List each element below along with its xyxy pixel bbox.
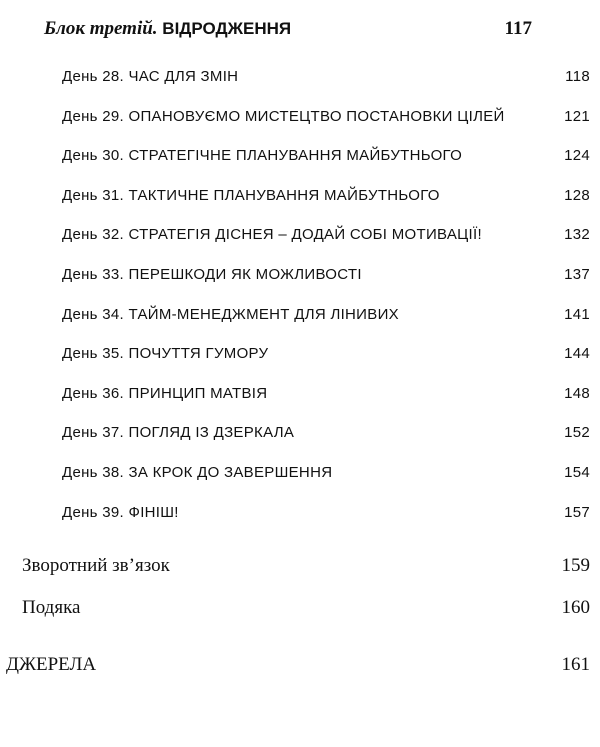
section-feedback (22, 555, 590, 577)
toc-entry (62, 504, 590, 544)
toc-entry-page: 157 (564, 503, 590, 521)
block-title: ВІДРОДЖЕННЯ (162, 19, 292, 38)
section-thanks (22, 597, 590, 619)
toc-entry-page: 141 (564, 305, 590, 323)
toc-entry (62, 187, 590, 227)
section-sources-title: ДЖЕРЕЛА (6, 654, 97, 675)
section-feedback-page: 159 (561, 555, 590, 576)
toc-entry-title: День 39. ФІНІШ! (62, 503, 179, 521)
toc-entry-title: День 29. ОПАНОВУЄМО МИСТЕЦТВО ПОСТАНОВКИ ЦІЛЕЙ (62, 107, 505, 125)
section-thanks-page: 160 (561, 597, 590, 618)
toc-entry-title: День 35. ПОЧУТТЯ ГУМОРУ (62, 345, 269, 363)
toc-entry-page: 137 (564, 265, 590, 283)
toc-entry (62, 68, 590, 108)
toc-entry-page: 121 (564, 107, 590, 125)
toc-entry (62, 464, 590, 504)
toc-entry (62, 226, 590, 266)
toc-entry-title: День 32. СТРАТЕГІЯ ДІСНЕЯ – ДОДАЙ СОБІ МОТИВАЦІЇ! (62, 226, 482, 244)
block-header-text (44, 18, 291, 40)
section-sources-page: 161 (561, 654, 590, 675)
toc-entry (62, 306, 590, 346)
block-page-number: 117 (504, 18, 532, 39)
toc-entry-title: День 30. СТРАТЕГІЧНЕ ПЛАНУВАННЯ МАЙБУТНЬОГО (62, 147, 463, 165)
block-label: Блок третій. (44, 18, 158, 39)
toc-entry-page: 154 (564, 463, 590, 481)
toc-entry (62, 108, 590, 148)
toc-entry-title: День 34. ТАЙМ-МЕНЕДЖМЕНТ ДЛЯ ЛІНИВИХ (62, 305, 399, 323)
toc-entry-title: День 33. ПЕРЕШКОДИ ЯК МОЖЛИВОСТІ (62, 265, 362, 283)
toc-entry-title: День 37. ПОГЛЯД ІЗ ДЗЕРКАЛА (62, 424, 295, 442)
toc-entry-page: 124 (564, 147, 590, 165)
toc-list (62, 68, 590, 543)
toc-entry-page: 144 (564, 345, 590, 363)
toc-entry-title: День 38. ЗА КРОК ДО ЗАВЕРШЕННЯ (62, 463, 333, 481)
section-feedback-title: Зворотний зв’язок (22, 555, 170, 576)
toc-entry-title: День 28. ЧАС ДЛЯ ЗМІН (62, 68, 239, 85)
toc-entry-page: 152 (564, 424, 590, 442)
section-sources (6, 654, 590, 676)
toc-entry-title: День 36. ПРИНЦИП МАТВІЯ (62, 384, 268, 402)
block-header (44, 18, 532, 40)
toc-entry (62, 424, 590, 464)
toc-entry (62, 266, 590, 306)
toc-entry-page: 132 (564, 226, 590, 244)
toc-entry (62, 147, 590, 187)
toc-entry-page: 128 (564, 186, 590, 204)
toc-entry-page: 148 (564, 384, 590, 402)
toc-entry-title: День 31. ТАКТИЧНЕ ПЛАНУВАННЯ МАЙБУТНЬОГО (62, 186, 440, 204)
toc-entry-page: 118 (565, 68, 590, 85)
toc-entry (62, 385, 590, 425)
section-thanks-title: Подяка (22, 597, 81, 618)
toc-entry (62, 345, 590, 385)
